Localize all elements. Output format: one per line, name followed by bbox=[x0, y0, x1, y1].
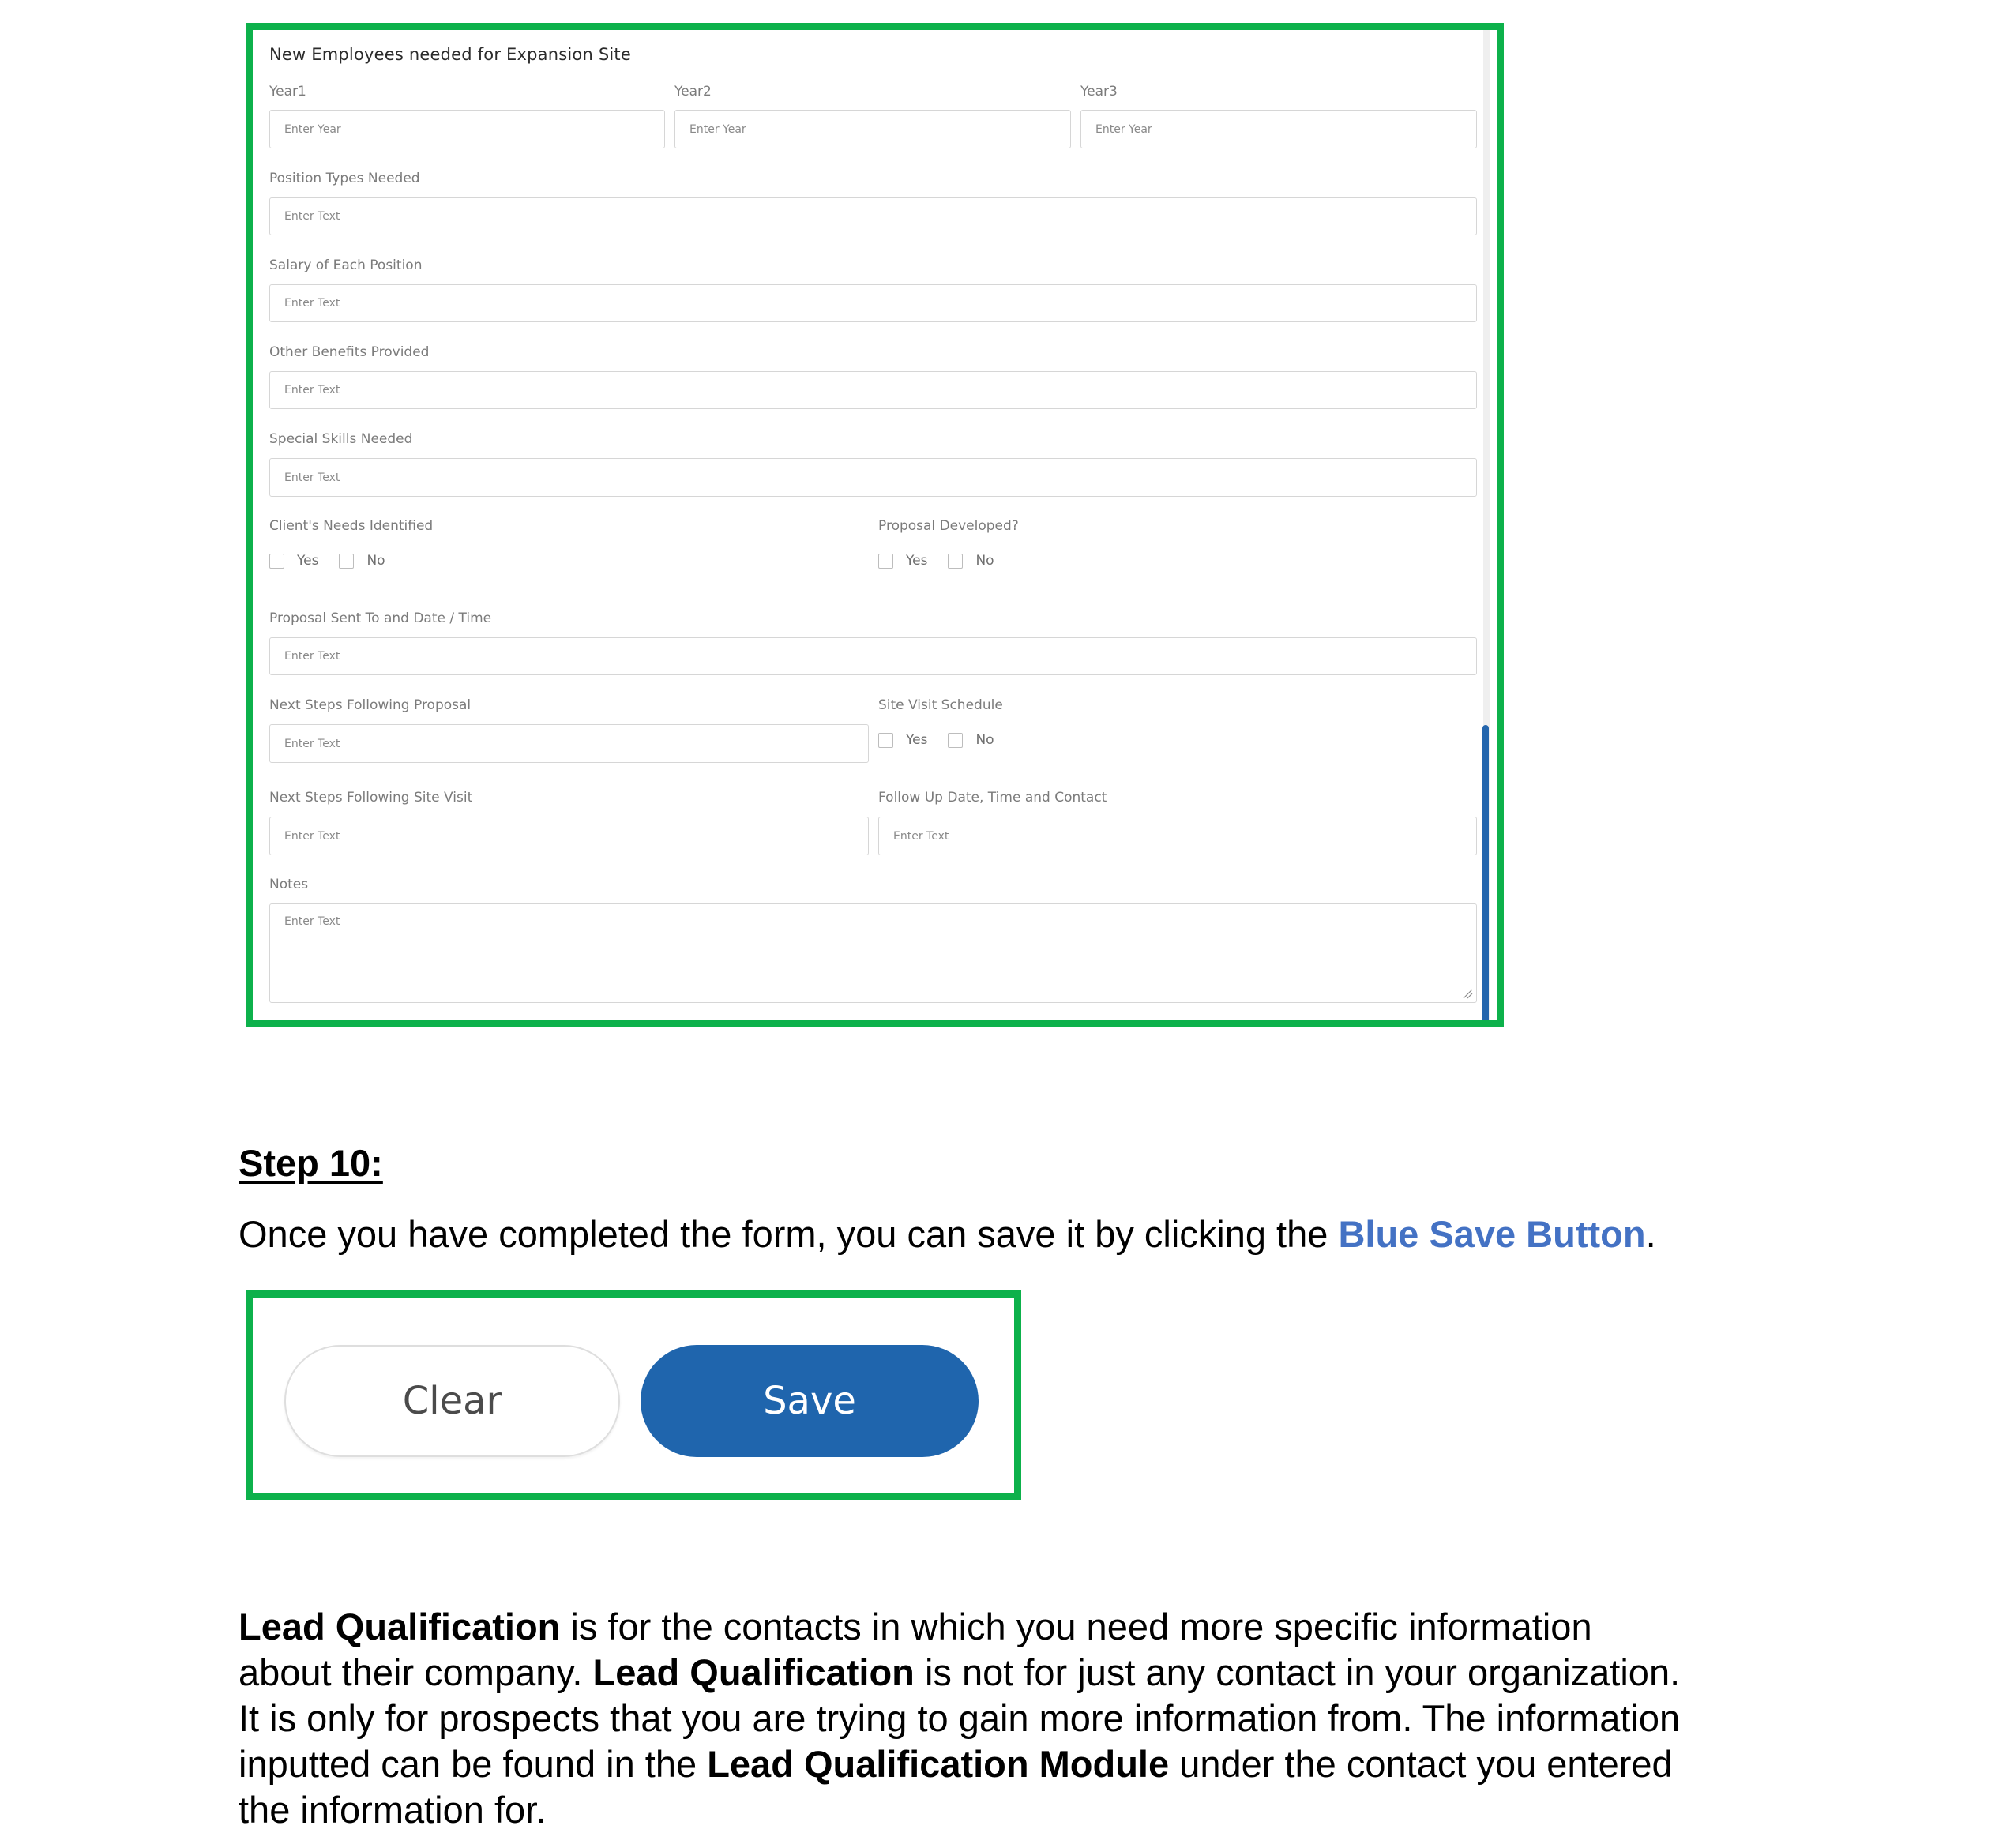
paragraph-text: the information for. bbox=[239, 1789, 547, 1831]
form-panel bbox=[253, 30, 1497, 1020]
proposal-developed-label: Proposal Developed? bbox=[878, 518, 1019, 534]
clients-needs-label: Client's Needs Identified bbox=[269, 518, 434, 534]
paragraph-text: about their company. bbox=[239, 1651, 593, 1693]
no-label: No bbox=[975, 553, 994, 569]
year2-label: Year2 bbox=[674, 84, 712, 100]
clients-needs-options bbox=[269, 553, 406, 569]
resize-grip-icon[interactable] bbox=[1462, 988, 1473, 999]
site-visit-schedule-options bbox=[878, 732, 1015, 748]
paragraph-text: under the contact you entered bbox=[1169, 1743, 1673, 1785]
yes-label: Yes bbox=[297, 553, 319, 569]
paragraph-text: It is only for prospects that you are trying to gain more information from. The information bbox=[239, 1697, 1681, 1739]
salary-label: Salary of Each Position bbox=[269, 257, 423, 273]
year3-input[interactable]: Enter Year bbox=[1080, 110, 1477, 148]
follow-up-input[interactable]: Enter Text bbox=[878, 817, 1477, 855]
lead-qualification-paragraph bbox=[239, 1604, 1818, 1833]
step-instruction-text: Once you have completed the form, you can save it by clicking the bbox=[239, 1213, 1339, 1255]
salary-input[interactable]: Enter Text bbox=[269, 284, 1477, 322]
save-button[interactable]: Save bbox=[641, 1345, 979, 1457]
special-skills-label: Special Skills Needed bbox=[269, 431, 413, 447]
year2-input[interactable]: Enter Year bbox=[674, 110, 1071, 148]
paragraph-line bbox=[239, 1787, 1818, 1833]
no-label: No bbox=[366, 553, 385, 569]
other-benefits-input[interactable]: Enter Text bbox=[269, 371, 1477, 409]
paragraph-line bbox=[239, 1650, 1818, 1696]
paragraph-text: inputted can be found in the bbox=[239, 1743, 708, 1785]
clear-button[interactable]: Clear bbox=[284, 1345, 620, 1457]
proposal-sent-input[interactable]: Enter Text bbox=[269, 637, 1477, 675]
yes-label: Yes bbox=[906, 553, 928, 569]
next-steps-site-visit-input[interactable]: Enter Text bbox=[269, 817, 869, 855]
scrollbar-thumb[interactable] bbox=[1482, 725, 1489, 1027]
follow-up-label: Follow Up Date, Time and Contact bbox=[878, 790, 1107, 806]
paragraph-line bbox=[239, 1741, 1818, 1787]
proposal-developed-yes-checkbox[interactable] bbox=[878, 554, 893, 569]
step-instruction bbox=[239, 1212, 1656, 1256]
paragraph-text: is for the contacts in which you need more specific information bbox=[560, 1606, 1592, 1647]
year1-label: Year1 bbox=[269, 84, 306, 100]
bold-term: Lead Qualification bbox=[239, 1606, 561, 1647]
site-visit-no-checkbox[interactable] bbox=[948, 733, 963, 748]
lead-qualification-form-screenshot bbox=[246, 23, 1504, 1027]
step-heading: Step 10: bbox=[239, 1142, 383, 1184]
proposal-sent-label: Proposal Sent To and Date / Time bbox=[269, 610, 492, 626]
other-benefits-label: Other Benefits Provided bbox=[269, 344, 430, 360]
no-label: No bbox=[975, 732, 994, 748]
section-title: New Employees needed for Expansion Site bbox=[269, 45, 631, 64]
site-visit-yes-checkbox[interactable] bbox=[878, 733, 893, 748]
paragraph-text: is not for just any contact in your organization. bbox=[914, 1651, 1681, 1693]
next-steps-site-visit-label: Next Steps Following Site Visit bbox=[269, 790, 473, 806]
position-types-label: Position Types Needed bbox=[269, 171, 420, 186]
year3-label: Year3 bbox=[1080, 84, 1118, 100]
blue-save-button-highlight: Blue Save Button bbox=[1338, 1213, 1646, 1255]
clients-needs-no-checkbox[interactable] bbox=[339, 554, 354, 569]
notes-textarea[interactable] bbox=[269, 903, 1477, 1003]
notes-label: Notes bbox=[269, 877, 309, 892]
site-visit-schedule-label: Site Visit Schedule bbox=[878, 697, 1003, 713]
proposal-developed-options bbox=[878, 553, 1015, 569]
bold-term: Lead Qualification bbox=[592, 1651, 915, 1693]
bold-term: Lead Qualification Module bbox=[707, 1743, 1170, 1785]
special-skills-input[interactable]: Enter Text bbox=[269, 458, 1477, 497]
buttons-screenshot bbox=[246, 1290, 1021, 1500]
year1-input[interactable]: Enter Year bbox=[269, 110, 665, 148]
clients-needs-yes-checkbox[interactable] bbox=[269, 554, 284, 569]
paragraph-line bbox=[239, 1696, 1818, 1741]
next-steps-proposal-input[interactable]: Enter Text bbox=[269, 724, 869, 763]
yes-label: Yes bbox=[906, 732, 928, 748]
notes-placeholder: Enter Text bbox=[284, 915, 340, 928]
position-types-input[interactable]: Enter Text bbox=[269, 197, 1477, 235]
next-steps-proposal-label: Next Steps Following Proposal bbox=[269, 697, 472, 713]
proposal-developed-no-checkbox[interactable] bbox=[948, 554, 963, 569]
step-instruction-period: . bbox=[1645, 1213, 1656, 1255]
paragraph-line bbox=[239, 1604, 1818, 1650]
